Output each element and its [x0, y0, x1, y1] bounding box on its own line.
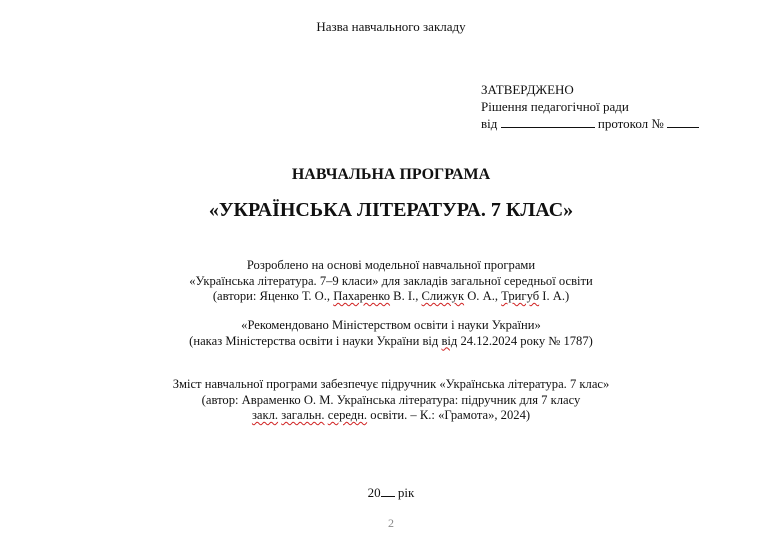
year-blank: [381, 484, 395, 497]
recommendation-block: [0, 318, 768, 349]
approval-block: [481, 81, 699, 132]
basis-block: [0, 258, 768, 305]
textbook-publisher: освіти. – К.: «Грамота», 2024): [367, 408, 531, 422]
protocol-number-blank: [667, 115, 699, 128]
basis-line-2: «Українська література. 7–9 класи» для закладів загальної середньої освіти: [189, 273, 593, 288]
approval-stamp: ЗАТВЕРДЖЕНО: [481, 82, 574, 97]
subject-title: «УКРАЇНСЬКА ЛІТЕРАТУРА. 7 КЛАС»: [208, 199, 574, 221]
author-slyzhuk-initials: О. А.,: [464, 289, 502, 303]
abbr-zahaln: загальн.: [281, 408, 325, 422]
order-duplicate-word: від: [441, 333, 458, 348]
page-number: 2: [388, 516, 394, 530]
recommendation-line-2: [0, 334, 768, 350]
author-pakharenko-initials: В. І.,: [390, 289, 422, 303]
author-pakharenko: Пахаренко: [333, 289, 391, 303]
year-prefix: 20: [367, 485, 381, 500]
recommendation-line-1: «Рекомендовано Міністерством освіти і науки України»: [241, 318, 541, 332]
order-date-number: 24.12.2024 року № 1787): [457, 333, 593, 348]
author-tryhub-initials: І. А.): [539, 289, 570, 303]
year-line: [0, 484, 768, 501]
authors-prefix: (автори: Яценко Т. О.,: [212, 289, 334, 303]
approval-date-protocol-line: [481, 115, 699, 132]
institution-name: Назва навчального закладу: [316, 19, 466, 34]
basis-authors-line: [0, 289, 768, 305]
abbr-seredn: середн.: [327, 408, 368, 422]
textbook-line-3: [0, 408, 768, 424]
order-prefix: (наказ Міністерства освіти і науки України від: [189, 333, 442, 348]
author-tryhub: Тригуб: [501, 289, 540, 303]
basis-line-1: Розроблено на основі модельної навчальної програми: [246, 258, 536, 272]
approval-from-label: від: [481, 116, 498, 131]
year-suffix: рік: [394, 485, 415, 500]
approval-protocol-label: протокол №: [597, 116, 664, 131]
textbook-block: [0, 377, 768, 424]
abbr-zakl: закл.: [251, 408, 279, 422]
program-title: НАВЧАЛЬНА ПРОГРАМА: [291, 166, 491, 183]
date-blank: [501, 115, 595, 128]
textbook-line-2: (автор: Авраменко О. М. Українська література: підручник для 7 класу: [201, 392, 581, 407]
author-slyzhuk: Слижук: [421, 289, 465, 303]
textbook-line-1: Зміст навчальної програми забезпечує підручник «Українська література. 7 клас»: [172, 377, 610, 391]
approval-decision: Рішення педагогічної ради: [481, 99, 629, 114]
